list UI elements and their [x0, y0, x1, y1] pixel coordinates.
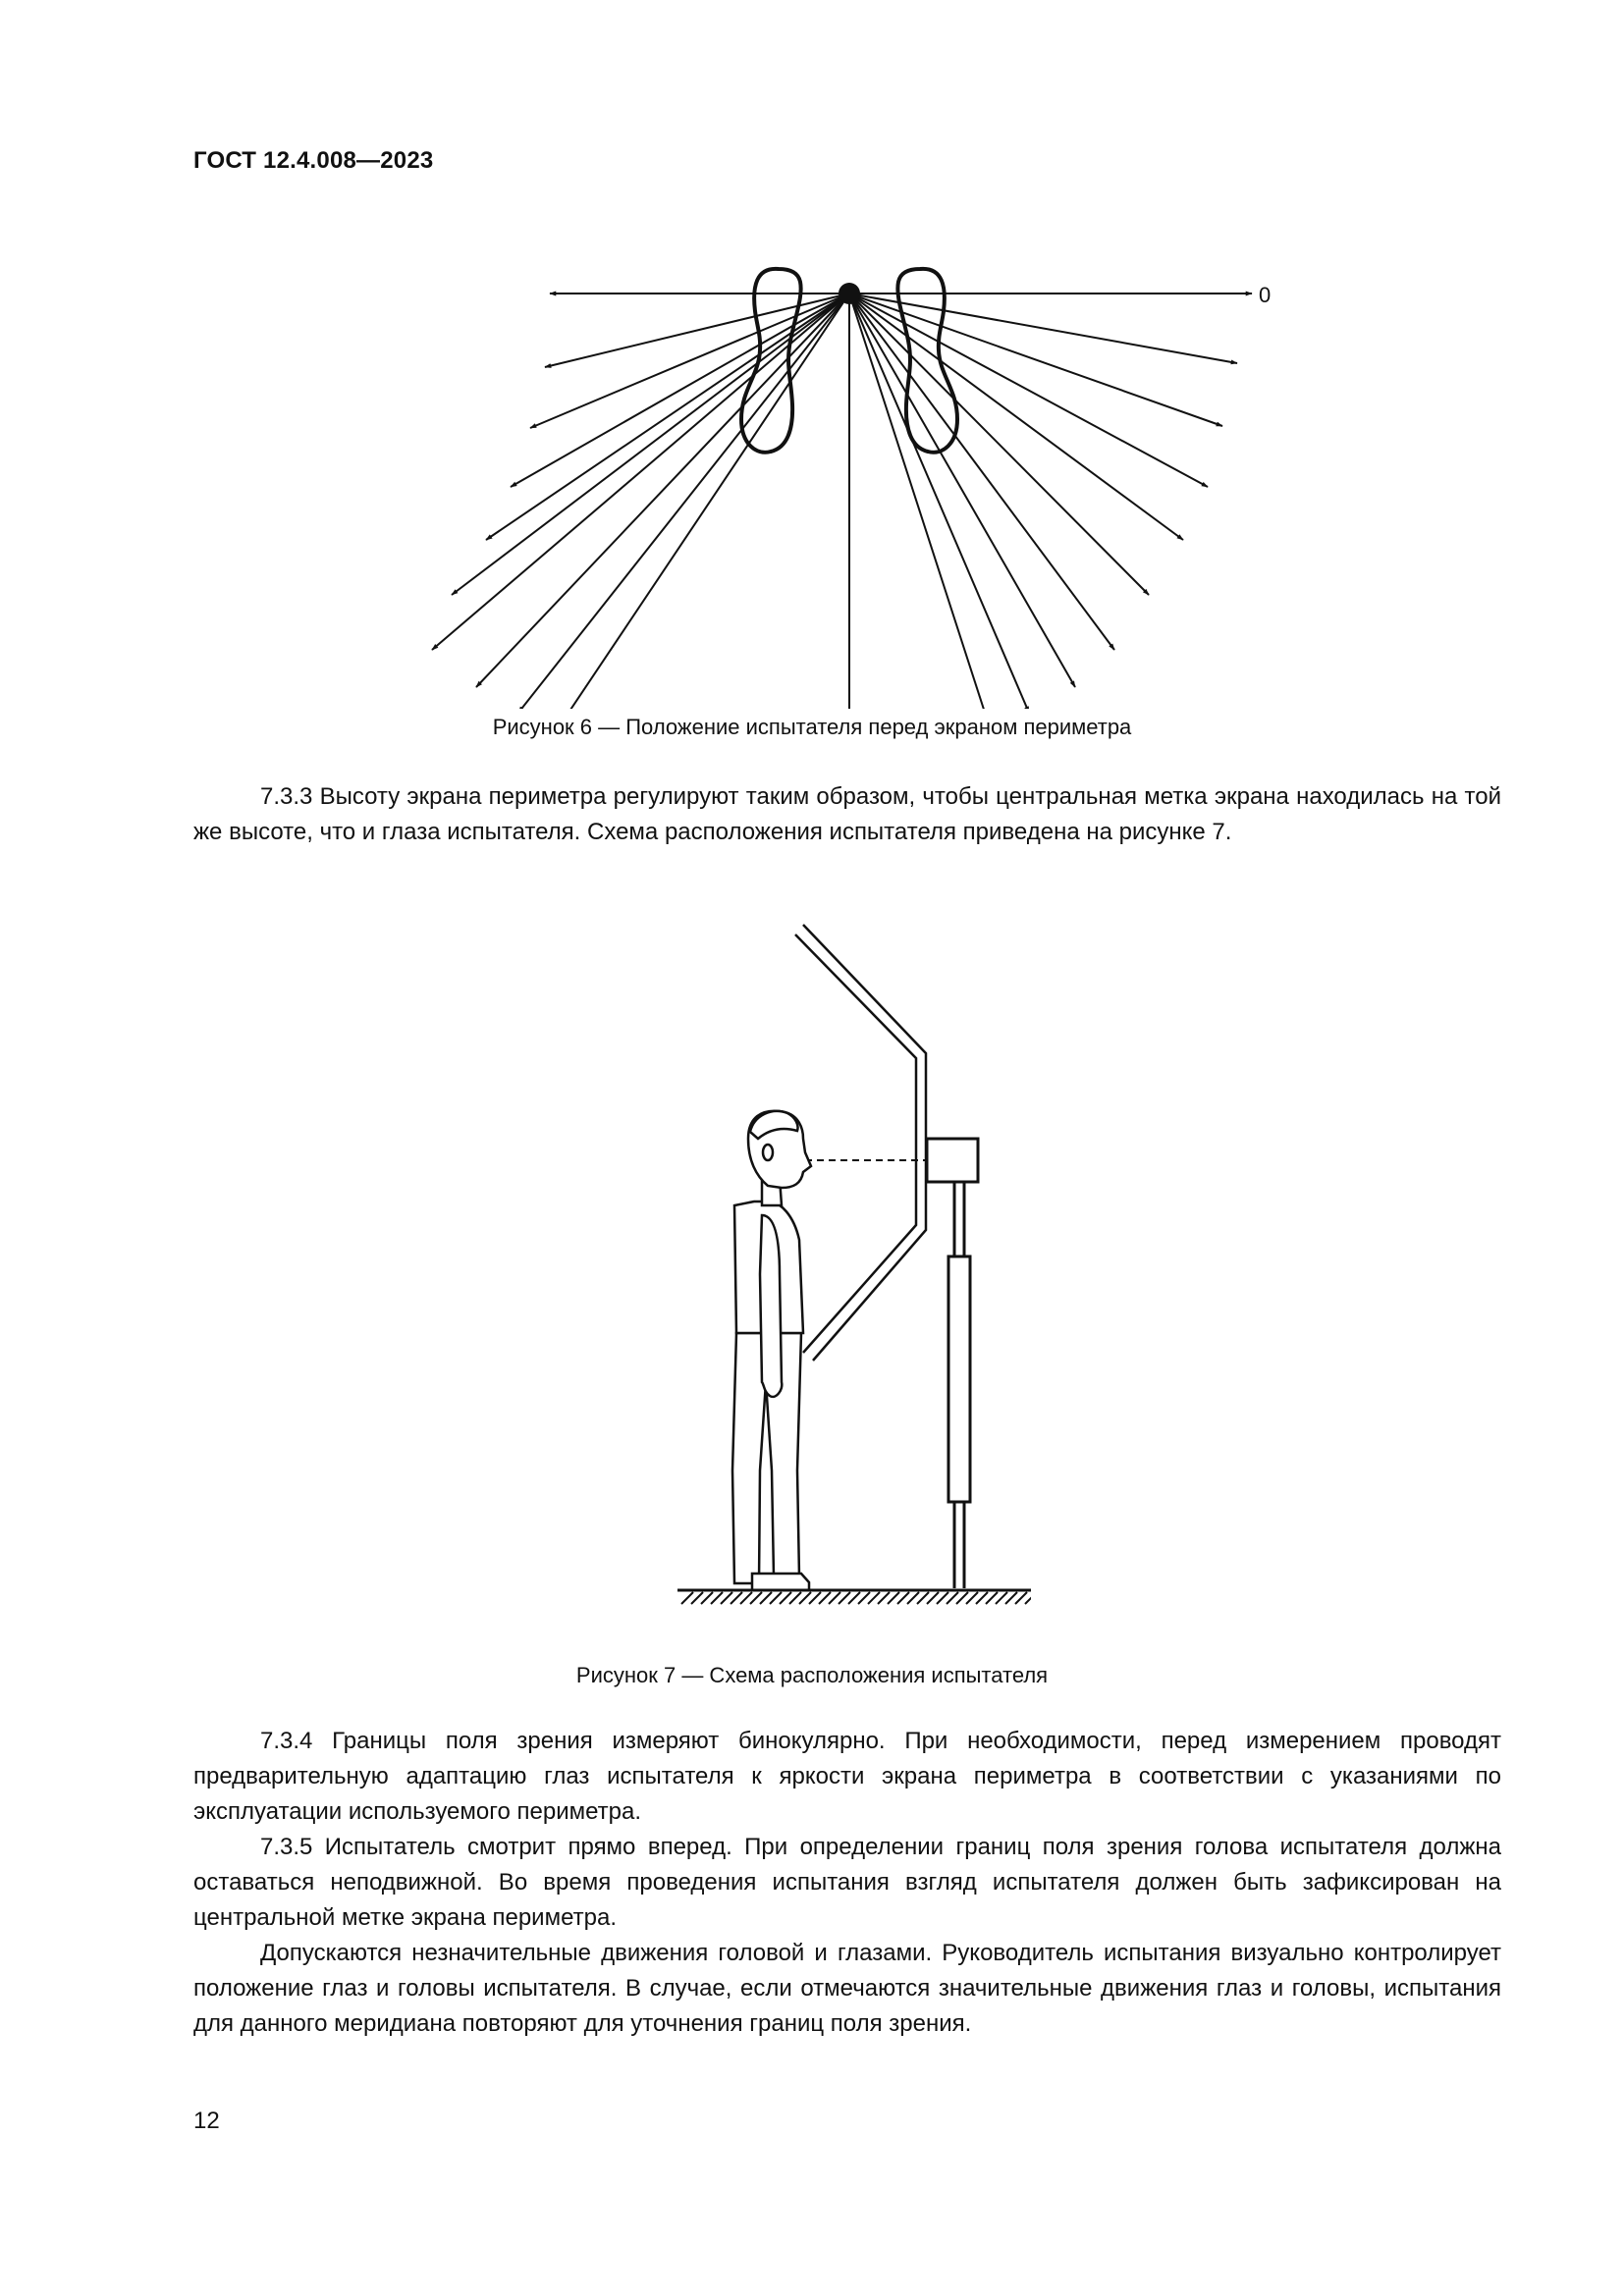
paragraph-continuation: Допускаются незначительные движения головой и глазами. Руководитель испытания визуально контролирует положение глаз и головы испытателя. В случае, если отмечаются значительные движения глаз и головы, испытания для данного меридиана повторяют для уточнения границ поля зрения. — [193, 1940, 1501, 2037]
floor-hatch-line — [799, 1592, 811, 1604]
floor-hatch-line — [760, 1592, 772, 1604]
paragraph-7-3-5: 7.3.5 Испытатель смотрит прямо вперед. При определении границ поля зрения голова испытателя должна оставаться неподвижной. Во время проведения испытания взгляд испытателя должен быть зафиксирован на центральной метке экрана периметра. — [193, 1834, 1501, 1931]
floor-hatch-line — [888, 1592, 899, 1604]
zero-degree-label: 0 — [1259, 283, 1272, 307]
floor-hatch-line — [878, 1592, 890, 1604]
floor-hatch-line — [966, 1592, 978, 1604]
figure-7-tester-setup-diagram — [677, 921, 1031, 1657]
meridian-ray — [849, 294, 1114, 650]
floor-hatch-line — [691, 1592, 703, 1604]
perimeter-stand — [948, 1182, 970, 1588]
floor-hatch-line — [789, 1592, 801, 1604]
floor-hatch-line — [848, 1592, 860, 1604]
floor-hatch-line — [996, 1592, 1007, 1604]
right-foot-outline — [897, 269, 957, 453]
meridian-ray — [530, 294, 849, 428]
eye-position-dot — [839, 283, 860, 304]
floor-hatch-line — [819, 1592, 831, 1604]
meridian-ray — [476, 294, 849, 687]
floor-hatch-line — [897, 1592, 909, 1604]
meridian-ray — [545, 294, 849, 367]
floor-hatch-line — [740, 1592, 752, 1604]
floor-hatch-line — [917, 1592, 929, 1604]
floor-hatch-line — [956, 1592, 968, 1604]
floor-hatch-line — [809, 1592, 821, 1604]
floor-hatch-line — [1005, 1592, 1017, 1604]
floor-hatch-line — [701, 1592, 713, 1604]
meridian-ray — [849, 294, 1075, 687]
floor-hatch-line — [721, 1592, 732, 1604]
document-code-header: ГОСТ 12.4.008—2023 — [193, 147, 434, 174]
floor-hatch-line — [976, 1592, 988, 1604]
floor-hatch-line — [937, 1592, 948, 1604]
figure-7-caption: Рисунок 7 — Схема расположения испытателя — [575, 1663, 1049, 1687]
floor-hatch-line — [907, 1592, 919, 1604]
floor-hatch-line — [780, 1592, 791, 1604]
floor-hatch-line — [681, 1592, 693, 1604]
figure-6-meridian-diagram — [422, 257, 1306, 709]
meridian-ray — [849, 294, 1183, 540]
page-number: 12 — [193, 2108, 220, 2134]
meridian-ray — [486, 294, 849, 540]
floor-hatch-line — [839, 1592, 850, 1604]
meridian-ray — [518, 294, 849, 709]
floor-hatch-line — [868, 1592, 880, 1604]
floor-hatch-line — [1015, 1592, 1027, 1604]
meridian-ray — [511, 294, 849, 487]
floor-hatch-line — [770, 1592, 782, 1604]
floor-hatch-line — [750, 1592, 762, 1604]
tester-figure — [732, 1111, 811, 1590]
figure-6-caption: Рисунок 6 — Положение испытателя перед экраном периметра — [492, 715, 1132, 739]
floor-hatch-line — [829, 1592, 840, 1604]
floor-hatch-line — [731, 1592, 742, 1604]
perimeter-screen — [795, 925, 926, 1361]
floor-hatch-line — [858, 1592, 870, 1604]
floor-hatching — [677, 1590, 1031, 1604]
paragraph-7-3-3: 7.3.3 Высоту экрана периметра регулируют таким образом, чтобы центральная метка экрана находилась на той же высоте, что и глаза испытателя. Схема расположения испытателя приведена на рисунке 7. — [193, 783, 1501, 845]
meridian-ray — [432, 294, 849, 650]
floor-hatch-line — [711, 1592, 723, 1604]
floor-hatch-line — [947, 1592, 958, 1604]
floor-hatch-line — [986, 1592, 998, 1604]
meridian-rays — [432, 294, 1252, 709]
floor-hatch-line — [927, 1592, 939, 1604]
paragraph-7-3-4: 7.3.4 Границы поля зрения измеряют бинокулярно. При необходимости, перед измерением проводят предварительную адаптацию глаз испытателя к яркости экрана периметра в соответствии с указаниями по эксплуатации используемого периметра. — [193, 1728, 1501, 1825]
screen-fixation-box — [927, 1139, 978, 1182]
